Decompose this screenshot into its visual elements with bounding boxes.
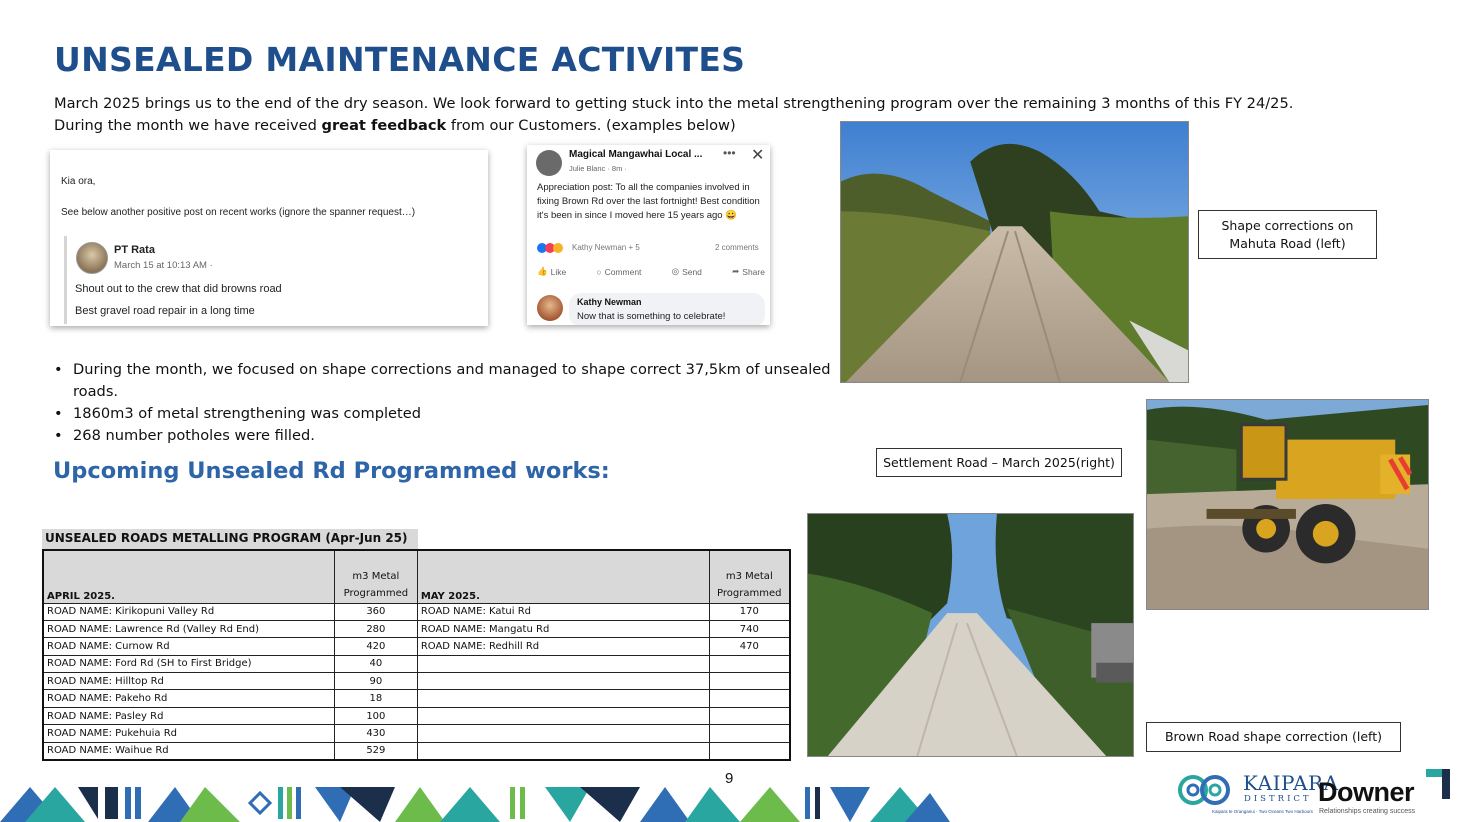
send-icon: ◎	[671, 266, 680, 276]
april-m3-cell: 40	[334, 655, 417, 672]
may-road-cell	[417, 690, 709, 707]
share-label: Share	[742, 266, 765, 277]
april-m3-cell: 430	[334, 725, 417, 742]
may-road-cell	[417, 707, 709, 724]
may-road-cell: ROAD NAME: Redhill Rd	[417, 638, 709, 655]
bullet-item: • 1860m3 of metal strengthening was completed	[54, 403, 844, 425]
m3-header-line-1: m3 Metal	[352, 570, 400, 582]
quote-bar	[64, 236, 67, 324]
april-road-cell: ROAD NAME: Curnow Rd	[43, 638, 334, 655]
april-m3-cell: 360	[334, 603, 417, 620]
may-road-cell	[417, 742, 709, 759]
send-label: Send	[682, 266, 702, 277]
comments-count[interactable]: 2 comments	[715, 243, 759, 252]
table-heading: UNSEALED ROADS METALLING PROGRAM (Apr-Jun 25)	[42, 529, 418, 549]
post-actions	[537, 266, 765, 277]
table-row	[43, 707, 790, 724]
post-text-line-1: Shout out to the crew that did browns road	[75, 283, 282, 295]
april-road-cell: ROAD NAME: Pasley Rd	[43, 707, 334, 724]
intro-line-2-bold: great feedback	[321, 117, 447, 134]
may-m3-cell	[709, 707, 790, 724]
mahuta-road-photo	[840, 121, 1189, 383]
post-author: Julie Blanc · 8m ·	[569, 164, 627, 173]
downer-logo-icon	[1426, 769, 1452, 799]
table-row	[43, 673, 790, 690]
poster-name: PT Rata	[114, 244, 155, 256]
mahuta-road-caption: Shape corrections on Mahuta Road (left)	[1198, 210, 1377, 259]
table-row	[43, 742, 790, 759]
close-icon[interactable]: ✕	[751, 147, 765, 164]
april-m3-cell: 420	[334, 638, 417, 655]
may-m3-cell	[709, 655, 790, 672]
upcoming-works-heading: Upcoming Unsealed Rd Programmed works:	[53, 458, 610, 484]
april-road-cell: ROAD NAME: Hilltop Rd	[43, 673, 334, 690]
like-icon: 👍	[537, 266, 548, 276]
april-road-cell: ROAD NAME: Waihue Rd	[43, 742, 334, 759]
comment-text: Now that is something to celebrate!	[577, 311, 726, 322]
may-road-cell	[417, 655, 709, 672]
more-icon[interactable]: •••	[723, 146, 736, 160]
table-row	[43, 655, 790, 672]
page-number: 9	[725, 770, 734, 787]
april-m3-cell: 90	[334, 673, 417, 690]
post-text-line-2: Best gravel road repair in a long time	[75, 305, 255, 317]
april-m3-cell: 18	[334, 690, 417, 707]
intro-line-1: March 2025 brings us to the end of the dry season. We look forward to getting stuck into the metal strengthening program over the remaining 3 months of this FY 24/25.	[54, 95, 1294, 112]
may-m3-cell	[709, 690, 790, 707]
may-m3-cell	[709, 742, 790, 759]
group-name: Magical Mangawhai Local ...	[569, 149, 703, 160]
bullet-item: • During the month, we focused on shape corrections and managed to shape correct 37,5km of unsealed roads.	[54, 359, 844, 403]
facebook-feedback-card	[527, 145, 770, 325]
share-icon: ➦	[732, 266, 740, 276]
april-m3-header	[334, 550, 417, 603]
m3-header-line-2: Programmed	[717, 587, 782, 599]
post-body: Appreciation post: To all the companies involved in fixing Brown Rd over the last fortnight! Best condition it's been in since I moved here 15 years ago 😀	[537, 182, 760, 221]
m3-header-line-1: m3 Metal	[725, 570, 773, 582]
decorative-pattern-band	[0, 783, 950, 822]
table-row	[43, 603, 790, 620]
share-button[interactable]	[732, 266, 765, 277]
may-road-cell	[417, 725, 709, 742]
email-feedback-card	[50, 150, 488, 326]
comment-label: Comment	[604, 266, 642, 277]
april-road-cell: ROAD NAME: Ford Rd (SH to First Bridge)	[43, 655, 334, 672]
comment-button[interactable]	[596, 266, 641, 277]
may-m3-cell: 740	[709, 620, 790, 637]
may-road-cell: ROAD NAME: Mangatu Rd	[417, 620, 709, 637]
may-m3-cell: 170	[709, 603, 790, 620]
poster-date: March 15 at 10:13 AM ·	[114, 260, 213, 271]
summary-bullets	[54, 359, 844, 447]
april-road-cell: ROAD NAME: Pakeho Rd	[43, 690, 334, 707]
table-header-row	[43, 550, 790, 603]
april-m3-cell: 280	[334, 620, 417, 637]
intro-line-2-end: from our Customers. (examples below)	[446, 117, 736, 134]
brown-road-grader-photo	[1146, 399, 1429, 610]
downer-tagline: Relationships creating success	[1319, 808, 1416, 815]
bullet-item: • 268 number potholes were filled.	[54, 425, 844, 447]
may-m3-cell: 470	[709, 638, 790, 655]
april-m3-cell: 100	[334, 707, 417, 724]
table-row	[43, 638, 790, 655]
table-row	[43, 725, 790, 742]
may-m3-cell	[709, 673, 790, 690]
table-row	[43, 620, 790, 637]
metalling-program-table	[42, 549, 791, 761]
email-message: See below another positive post on recent works (ignore the spanner request…)	[61, 207, 416, 218]
kaipara-subtitle: DISTRICT	[1244, 794, 1312, 804]
commenter-avatar	[537, 295, 563, 321]
april-header: APRIL 2025.	[43, 550, 334, 603]
april-road-cell: ROAD NAME: Kirikopuni Valley Rd	[43, 603, 334, 620]
brown-road-caption: Brown Road shape correction (left)	[1146, 722, 1401, 752]
email-greeting: Kia ora,	[61, 176, 96, 187]
table-row	[43, 690, 790, 707]
group-avatar	[536, 150, 562, 176]
may-road-cell	[417, 673, 709, 690]
april-m3-cell: 529	[334, 742, 417, 759]
may-m3-header	[709, 550, 790, 603]
commenter-name: Kathy Newman	[577, 297, 642, 307]
reactions-names: Kathy Newman + 5	[572, 243, 640, 252]
april-road-cell: ROAD NAME: Lawrence Rd (Valley Rd End)	[43, 620, 334, 637]
send-button[interactable]	[672, 266, 702, 277]
avatar	[76, 242, 108, 274]
may-header: MAY 2025.	[417, 550, 709, 603]
settlement-road-caption: Settlement Road – March 2025(right)	[876, 448, 1122, 477]
like-button[interactable]	[537, 266, 566, 277]
may-road-cell: ROAD NAME: Katui Rd	[417, 603, 709, 620]
settlement-road-photo	[807, 513, 1134, 757]
kaipara-tagline: Kaipara te Oranganui · Two Oceans Two Harbours	[1212, 809, 1313, 814]
kaipara-wordmark: KAIPARA	[1243, 771, 1339, 795]
may-m3-cell	[709, 725, 790, 742]
page-title: UNSEALED MAINTENANCE ACTIVITES	[54, 40, 746, 79]
reactions-icon	[537, 243, 565, 253]
like-label: Like	[550, 266, 567, 277]
comment-icon: ○	[596, 266, 602, 277]
intro-line-2-start: During the month we have received	[54, 117, 322, 134]
m3-header-line-2: Programmed	[343, 587, 409, 599]
downer-wordmark: Downer	[1318, 777, 1415, 807]
april-road-cell: ROAD NAME: Pukehuia Rd	[43, 725, 334, 742]
